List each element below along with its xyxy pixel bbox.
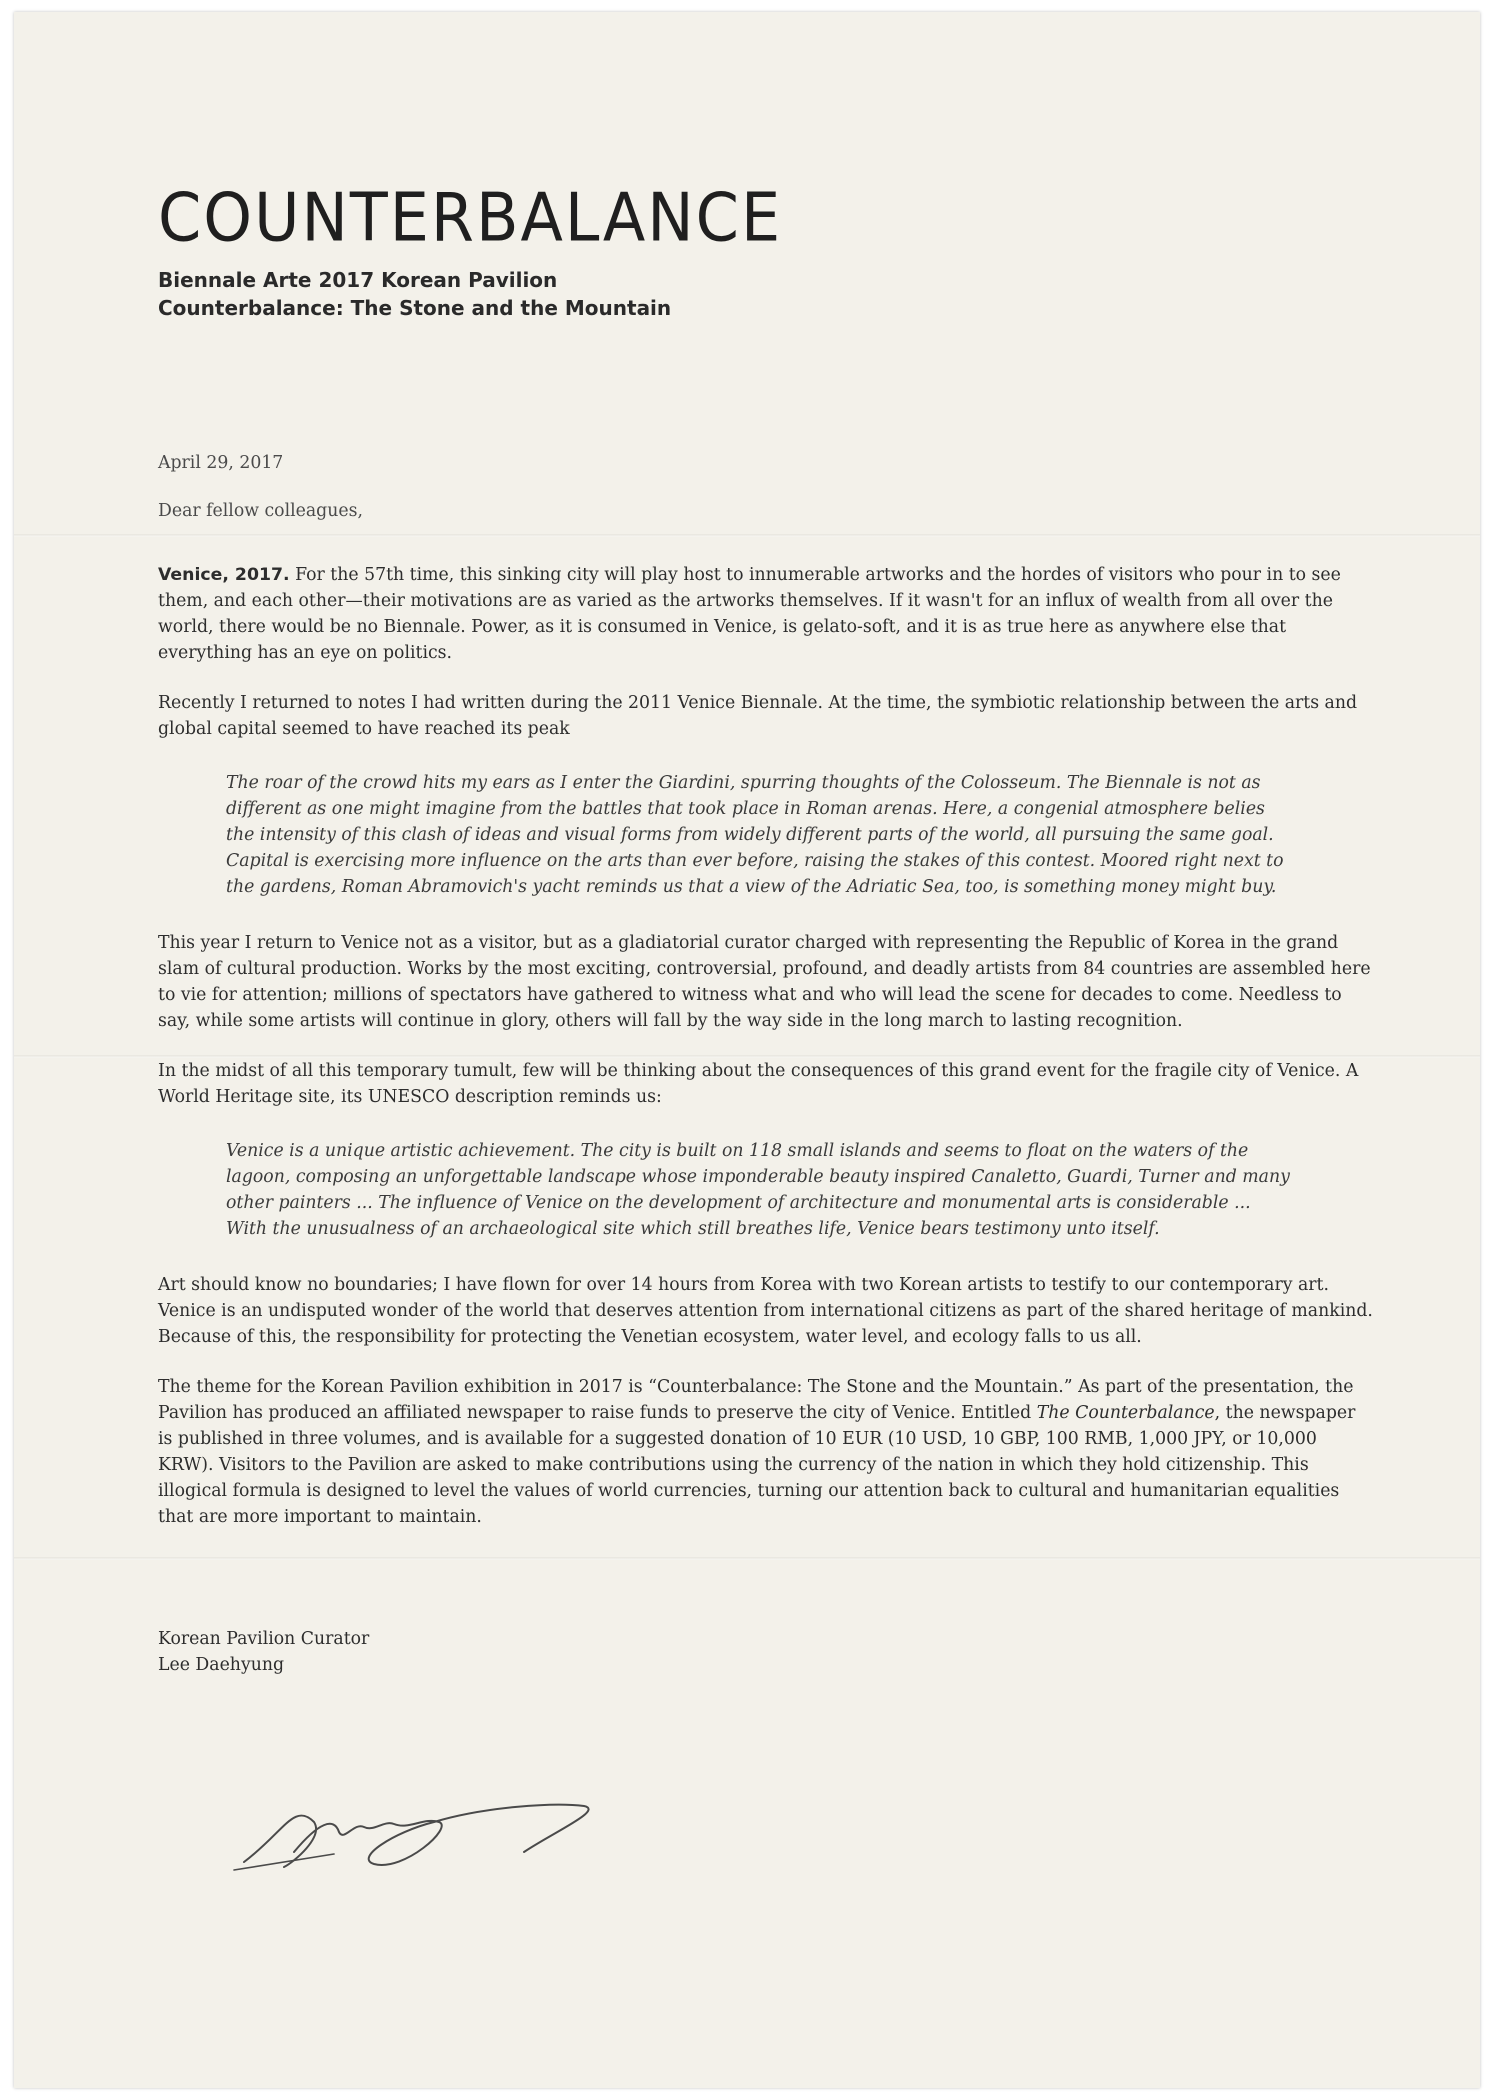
salutation: Dear fellow colleagues, xyxy=(158,501,363,521)
subtitle-line-1: Biennale Arte 2017 Korean Pavilion xyxy=(158,268,558,292)
paragraph-6-text-b: , the newspaper is published in three volumes, and is available for a suggested donation of 10 EUR (10 USD, 10 GBP, 100 RMB, 1,000 JPY, or 10,000 KRW). Visitors to the Pavilion are asked to make contributions using the currency of the nation in which they hold citizenship. This illogical formula is designed to level the values of world currencies, turning our attention back to cultural and humanitarian equalities that are more important to maintain. xyxy=(158,1403,1356,1527)
curator-title: Korean Pavilion Curator xyxy=(158,1629,370,1649)
newspaper-title: The Counterbalance xyxy=(1036,1403,1215,1423)
paragraph-6-text-a: The theme for the Korean Pavilion exhibition in 2017 is “Counterbalance: The Stone and the Mountain.” As part of the presentation, the Pavilion has produced an affiliated newspaper to raise funds to preserve the city of Venice. Entitled xyxy=(158,1377,1354,1423)
closing-block xyxy=(158,1626,1373,1678)
letterhead-subtitle xyxy=(158,266,1373,322)
paragraph-5: Art should know no boundaries; I have flown for over 14 hours from Korea with two Korean artists to testify to our contemporary art. Venice is an undisputed wonder of the world that deserves attention from international citizens as part of the shared heritage of mankind. Because of this, the responsibility for protecting the Venetian ecosystem, water level, and ecology falls to us all. xyxy=(158,1275,1373,1347)
letter-content xyxy=(158,177,1373,1678)
paragraph-lead: Venice, 2017. xyxy=(158,565,290,585)
curator-name: Lee Daehyung xyxy=(158,1655,285,1675)
counterbalance-logo: COUNTERBALANCE xyxy=(158,177,783,257)
paragraph-6 xyxy=(158,1374,1373,1530)
letter-date: April 29, 2017 xyxy=(158,453,284,473)
subtitle-line-2: Counterbalance: The Stone and the Mountain xyxy=(158,296,672,320)
paragraph-1 xyxy=(158,562,1373,666)
handwritten-signature xyxy=(224,1792,604,1882)
paragraph-2: Recently I returned to notes I had written during the 2011 Venice Biennale. At the time, the symbiotic relationship between the arts and global capital seemed to have reached its peak xyxy=(158,693,1358,739)
quote-unesco: Venice is a unique artistic achievement. The city is built on 118 small islands and seems to float on the waters of the lagoon, composing an unforgettable landscape whose imponderable beauty inspired Canaletto, Guardi, Turner and many other painters ... The influence of Venice on the development of architecture and monumental arts is considerable ... With the unusualness of an archaeological site which still breathes life, Venice bears testimony unto itself. xyxy=(226,1141,1290,1239)
paragraph-4: In the midst of all this temporary tumult, few will be thinking about the consequences of this grand event for the fragile city of Venice. A World Heritage site, its UNESCO description reminds us: xyxy=(158,1061,1359,1107)
paragraph-3: This year I return to Venice not as a visitor, but as a gladiatorial curator charged with representing the Republic of Korea in the grand slam of cultural production. Works by the most exciting, controversial, profound, and deadly artists from 84 countries are assembled here to vie for attention; millions of spectators have gathered to witness what and who will lead the scene for decades to come. Needless to say, while some artists will continue in glory, others will fall by the way side in the long march to lasting recognition. xyxy=(158,933,1371,1031)
paragraph-1-text: For the 57th time, this sinking city will play host to innumerable artworks and the hordes of visitors who pour in to see them, and each other—their motivations are as varied as the artworks themselves. If it wasn't for an influx of wealth from all over the world, there would be no Biennale. Power, as it is consumed in Venice, is gelato-soft, and it is as true here as anywhere else that everything has an eye on politics. xyxy=(158,565,1341,663)
quote-notes-2011: The roar of the crowd hits my ears as I enter the Giardini, spurring thoughts of the Colosseum. The Biennale is not as different as one might imagine from the battles that took place in Roman arenas. Here, a congenial atmosphere belies the intensity of this clash of ideas and visual forms from widely different parts of the world, all pursuing the same goal. Capital is exercising more influence on the arts than ever before, raising the stakes of this contest. Moored right next to the gardens, Roman Abramovich's yacht reminds us that a view of the Adriatic Sea, too, is something money might buy. xyxy=(226,773,1284,897)
